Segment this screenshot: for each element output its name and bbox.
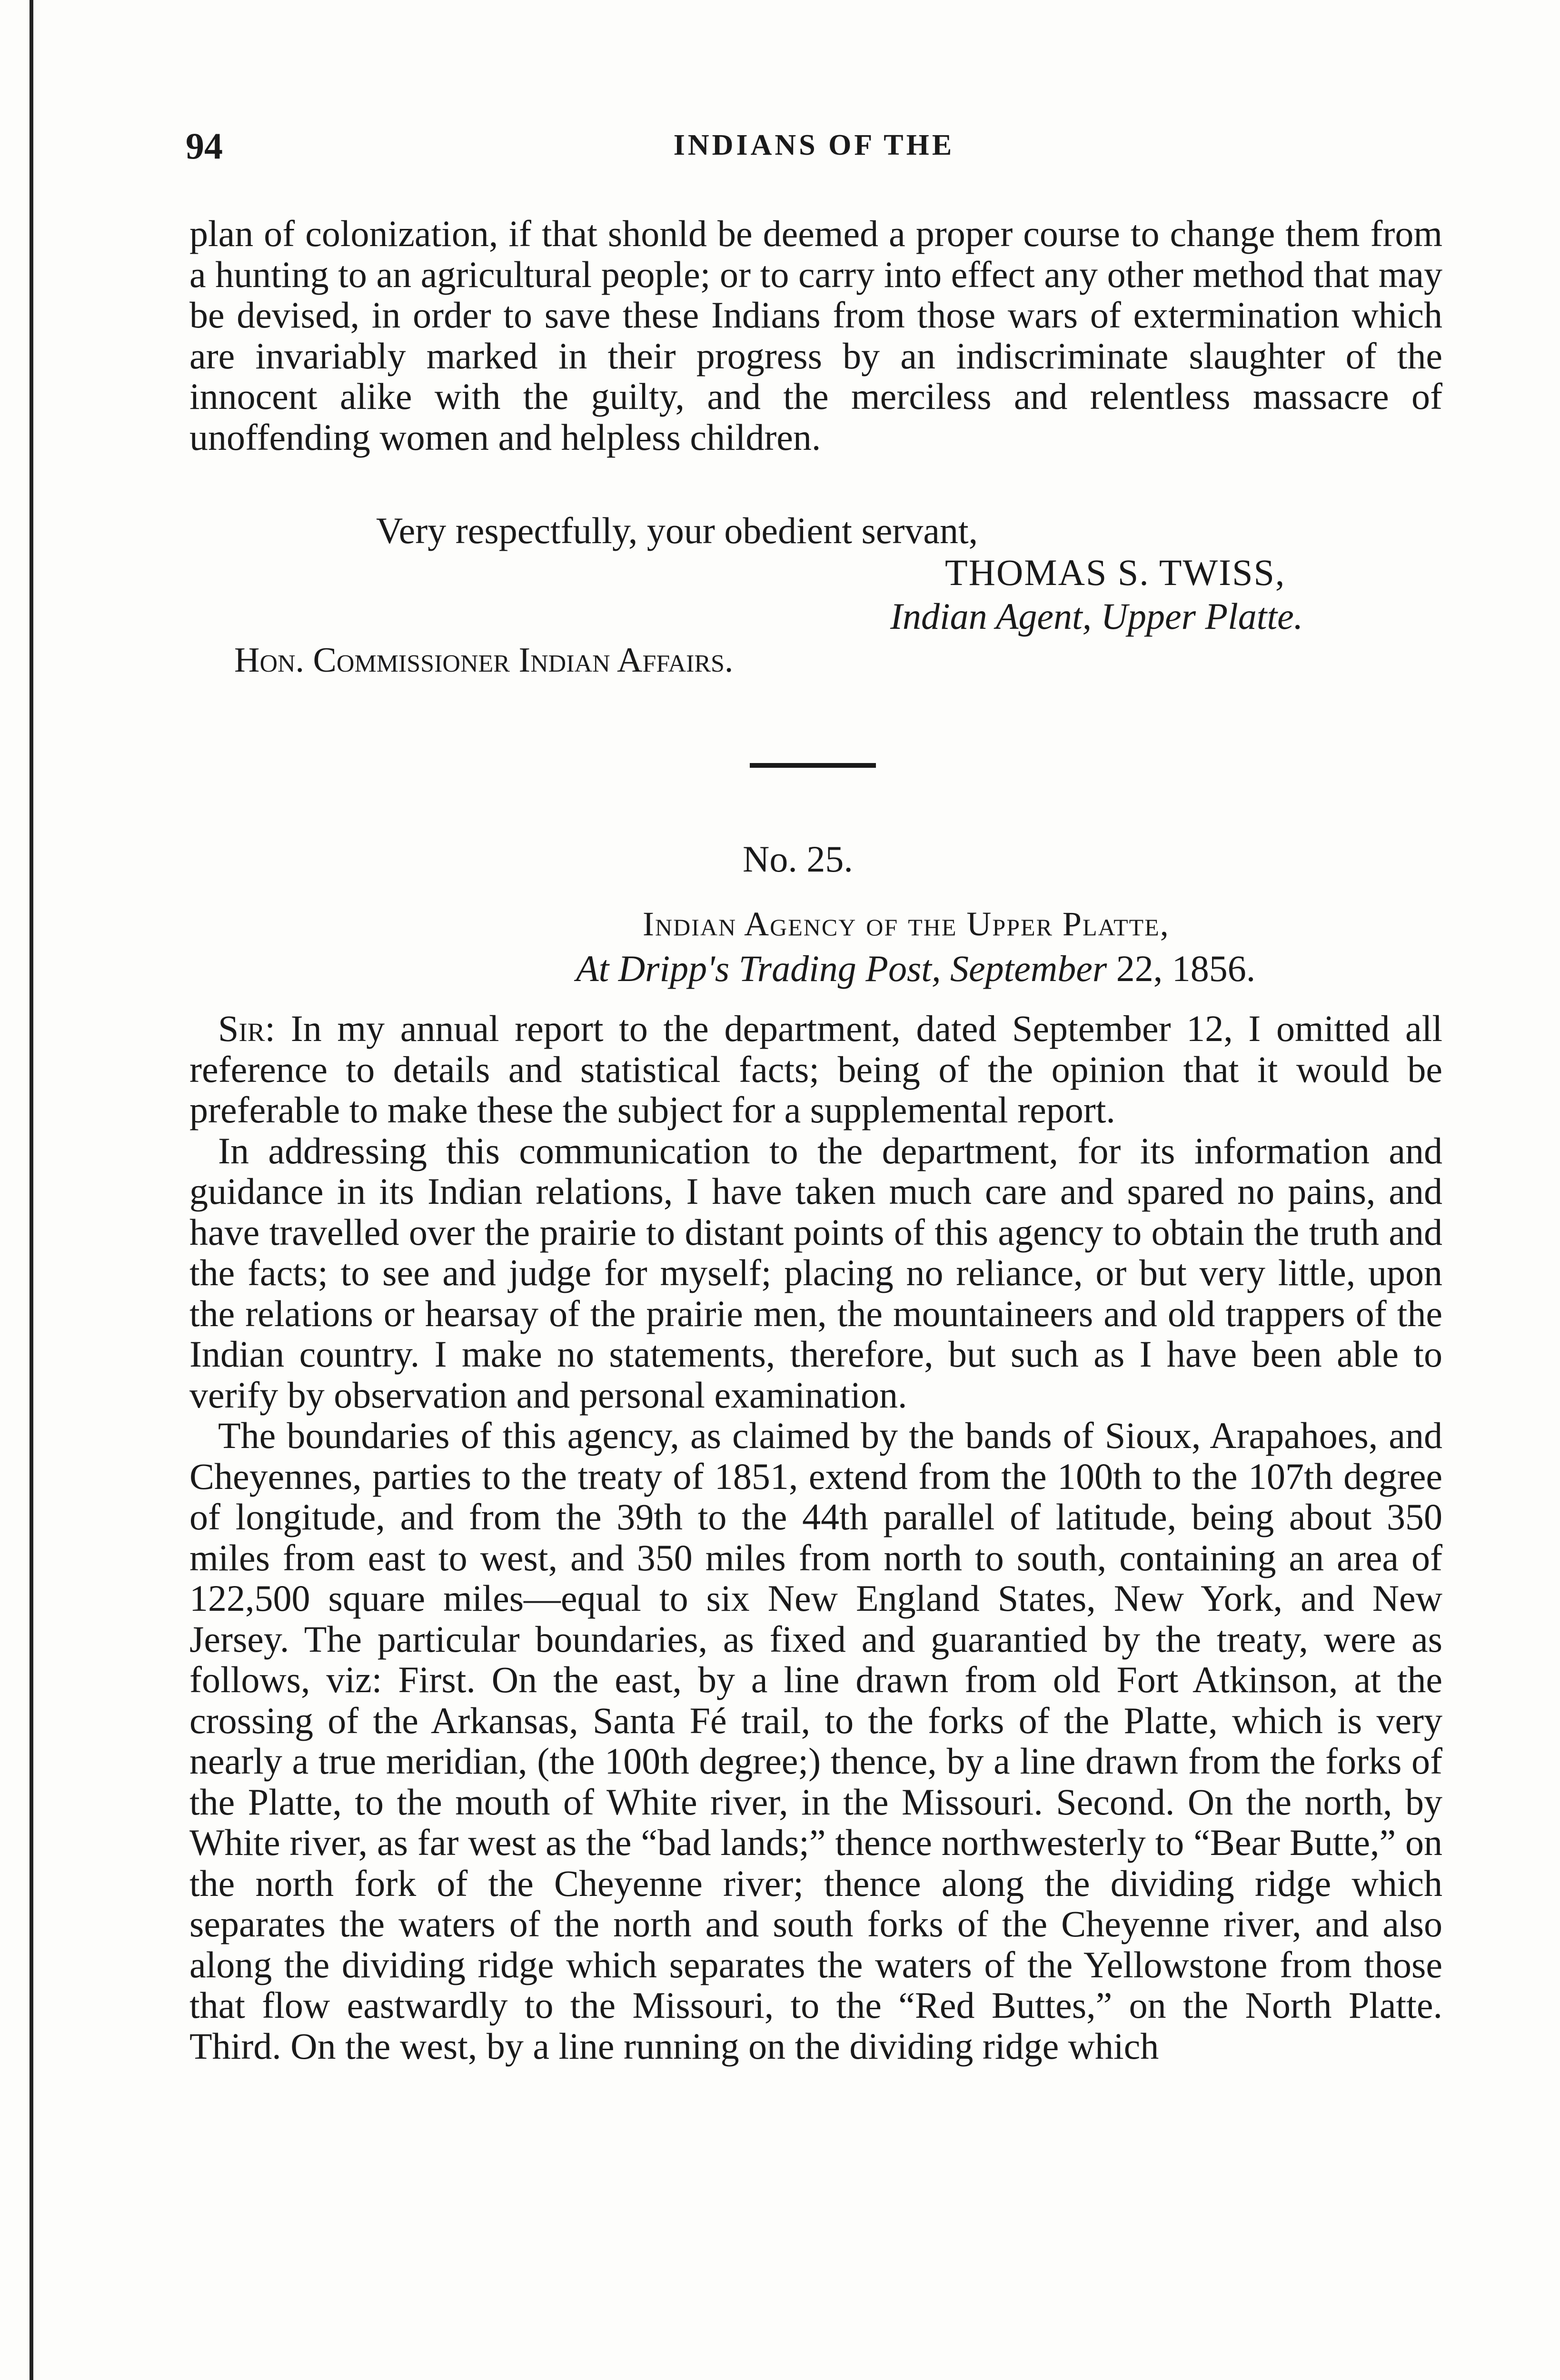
date-italic: At Dripp's Trading Post, September bbox=[576, 948, 1107, 989]
paragraph-text: plan of colonization, if that shonld be deemed a proper course to change them from a hunting to an agricultural people; or to carry into effect any other method that may be devised, in order to save these Indians from those wars of extermination which are invariably marked in their progress by an indiscriminate slaughter of the innocent alike with the guilty, and the merciless and relentless massacre of unoffending women and helpless children. bbox=[189, 213, 1442, 458]
letter-body bbox=[189, 1008, 1442, 2066]
salutation: Sir bbox=[218, 1008, 265, 1049]
page-header bbox=[186, 125, 1442, 177]
paragraph-1-text: : In my annual report to the department, dated September 12, I omitted all reference to details and statistical facts; being of the opinion that it would be preferable to make these the subject for a supplemental report. bbox=[189, 1008, 1442, 1130]
document-place: Indian Agency of the Upper Platte, bbox=[643, 905, 1170, 943]
paragraph-1 bbox=[189, 1008, 1442, 1130]
document-number: No. 25. bbox=[743, 838, 853, 880]
paragraph-2: In addressing this communication to the department, for its information and guidance in its Indian relations, I have taken much care and spared no pains, and have travelled over the prairie to distant points of this agency to obtain the truth and the facts; to see and judge for myself; placing no reliance, or but very little, upon the relations or hearsay of the prairie men, the mountaineers and old trappers of the Indian country. I make no statements, therefore, but such as I have been able to verify by observation and personal examination. bbox=[189, 1130, 1442, 1416]
signature-name: THOMAS S. TWISS, bbox=[945, 552, 1286, 593]
paragraph-3: The boundaries of this agency, as claimed by the bands of Sioux, Arapahoes, and Cheyennes, parties to the treaty of 1851, extend from the 100th to the 107th degree of longitude, and from the 39th to the 44th parallel of latitude, being about 350 miles from east to west, and 350 miles from north to south, containing an area of 122,500 square miles—equal to six New England States, New York, and New Jersey. The particular boundaries, as fixed and guarantied by the treaty, were as follows, viz: First. On the east, by a line drawn from old Fort Atkinson, at the crossing of the Arkansas, Santa Fé trail, to the forks of the Platte, which is very nearly a true meridian, (the 100th degree;) thence, by a line drawn from the forks of the Platte, to the mouth of White river, in the Missouri. Second. On the north, by White river, as far west as the “bad lands;” thence northwesterly to “Bear Butte,” on the north fork of the Cheyenne river; thence along the dividing ridge which separates the waters of the north and south forks of the Cheyenne river, and also along the dividing ridge which separates the waters of the Yellowstone from those that flow eastwardly to the Missouri, to the “Red Buttes,” on the North Platte. Third. On the west, by a line running on the dividing ridge which bbox=[189, 1415, 1442, 2067]
section-divider bbox=[750, 763, 876, 768]
date-roman: 22, 1856. bbox=[1107, 948, 1256, 989]
document-date bbox=[576, 947, 1255, 990]
letter-closing-paragraph bbox=[189, 213, 1442, 457]
scan-border-left bbox=[30, 0, 33, 2380]
page-number: 94 bbox=[186, 125, 223, 167]
complimentary-close: Very respectfully, your obedient servant, bbox=[376, 510, 978, 551]
signature-title: Indian Agent, Upper Platte. bbox=[890, 595, 1303, 637]
running-head: INDIANS OF THE bbox=[673, 129, 955, 161]
addressee: Hon. Commissioner Indian Affairs. bbox=[234, 641, 734, 680]
